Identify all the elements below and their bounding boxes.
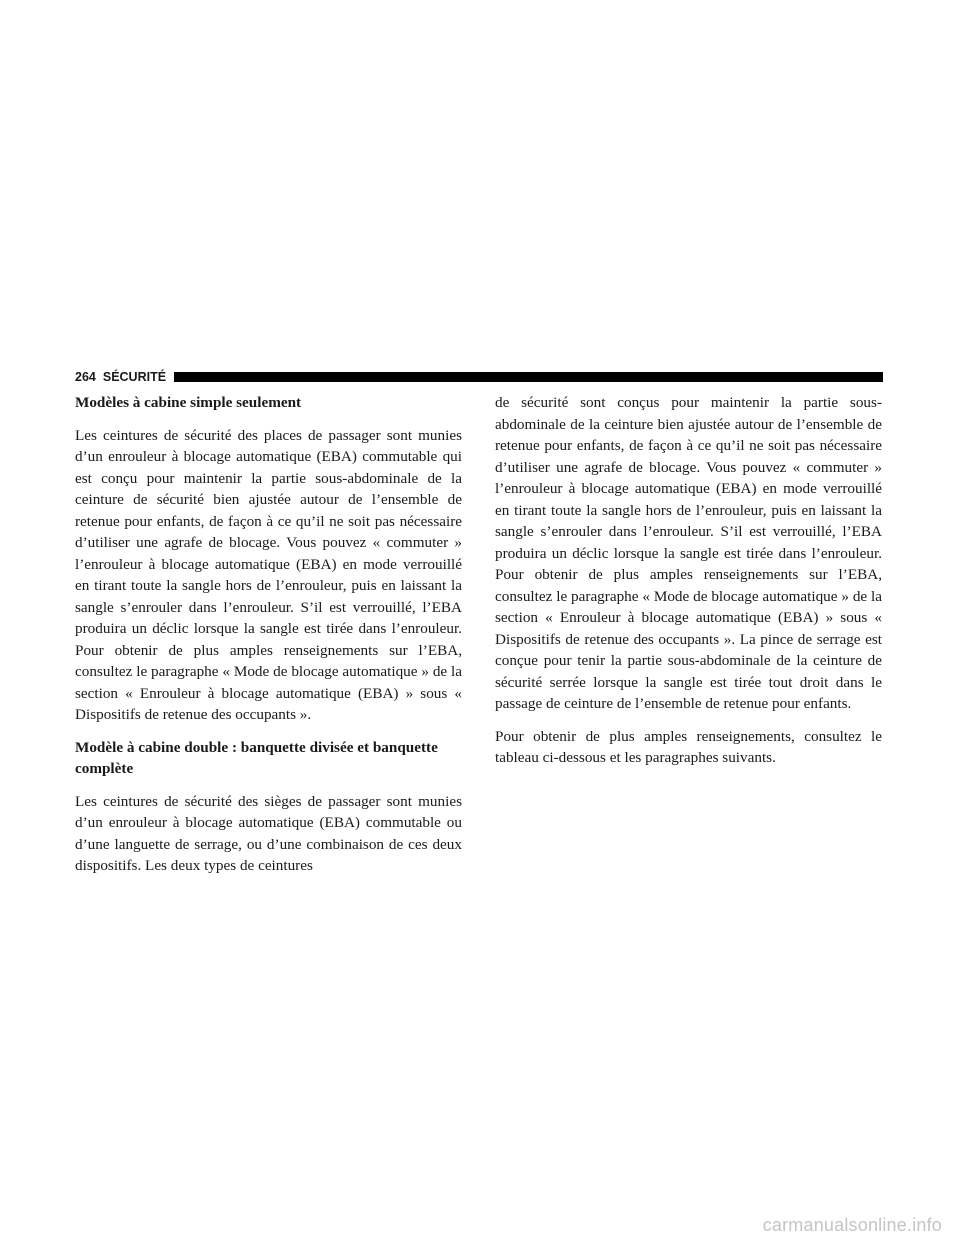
- paragraph-single-cab: Les ceintures de sécurité des places de passager sont munies d’un enrouleur à blocage automatique (EBA) commutable qui est conçu pour maintenir la partie sous-abdominale de la ceinture de sécurité bien ajustée autour de l’ensemble de retenue pour enfants, de façon à ce qu’il ne soit pas nécessaire d’utiliser une agrafe de blocage. Vous pouvez « commuter » l’enrouleur à blocage automatique (EBA) en mode verrouillé en tirant toute la sangle hors de l’enrouleur, puis en laissant la sangle s’enrouler dans l’enrouleur. S’il est verrouillé, l’EBA produira un déclic lorsque la sangle est tirée dans l’enrouleur. Pour obtenir de plus amples renseignements sur l’EBA, consultez le paragraphe « Mode de blocage automatique » de la section « Enrouleur à blocage automatique (EBA) » sous « Dispositifs de retenue des occupants ».: [75, 426, 462, 723]
- watermark: carmanualsonline.info: [762, 1215, 942, 1235]
- page-header: [75, 368, 883, 386]
- left-column: [75, 392, 462, 888]
- paragraph-more-info: Pour obtenir de plus amples renseignements, consultez le tableau ci-dessous et les paragraphes suivants.: [495, 727, 882, 766]
- header-rule: [174, 372, 883, 382]
- heading-single-cab: Modèles à cabine simple seulement: [75, 394, 302, 411]
- page-number: 264: [75, 370, 96, 384]
- paragraph-double-cab: Les ceintures de sécurité des sièges de passager sont munies d’un enrouleur à blocage automatique (EBA) commutable ou d’une languette de serrage, ou d’une combinaison de ces deux dispositifs. Les deux types de ceintures: [75, 792, 462, 874]
- right-column: [495, 392, 882, 780]
- heading-double-cab: Modèle à cabine double : banquette divisée et banquette complète: [75, 738, 438, 777]
- section-title: SÉCURITÉ: [102, 370, 167, 384]
- paragraph-continued: de sécurité sont conçus pour maintenir la partie sous-abdominale de la ceinture bien ajustée autour de l’ensemble de retenue pour enfants, de façon à ce qu’il ne soit pas nécessaire d’utiliser une agrafe de blocage. Vous pouvez « commuter » l’enrouleur à blocage automatique (EBA) en mode verrouillé en tirant toute la sangle hors de l’enrouleur, puis en laissant la sangle s’enrouler dans l’enrouleur. S’il est verrouillé, l’EBA produira un déclic lorsque la sangle est tirée dans l’enrouleur. Pour obtenir de plus amples renseignements sur l’EBA, consultez le paragraphe « Mode de blocage automatique » de la section « Enrouleur à blocage automatique (EBA) » sous « Dispositifs de retenue des occupants ». La pince de serrage est conçue pour tenir la partie sous-abdominale de la ceinture de sécurité serrée lorsque la sangle est tirée tout droit dans le passage de ceinture de l’ensemble de retenue pour enfants.: [495, 394, 882, 712]
